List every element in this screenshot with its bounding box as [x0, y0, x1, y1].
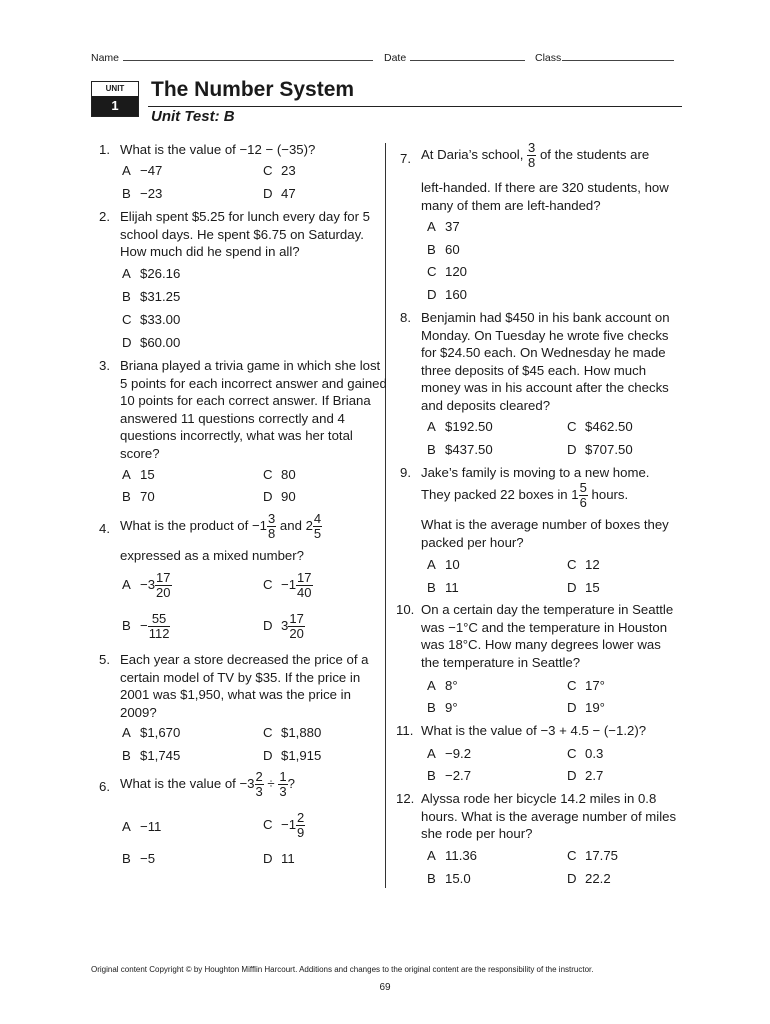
question-6: 6. What is the value of −3 $\frac{2}{3}$ ÷ $\frac{1}{3}$ ?	[99, 769, 295, 799]
question-4-text-continued: expressed as a mixed number?	[120, 548, 304, 563]
page-number: 69	[379, 982, 391, 993]
option-9a: A 10	[427, 557, 460, 572]
option-3b: B 70	[122, 489, 155, 504]
copyright-footer: Original content Copyright © by Houghton Mifflin Harcourt. Additions and changes to the original content are the responsibility of the instructor.	[91, 965, 594, 974]
option-6d: D 11	[263, 851, 295, 866]
question-number: 1.	[99, 142, 110, 157]
option-5d: D $1,915	[263, 748, 322, 763]
option-2b: B $31.25	[122, 289, 181, 304]
fraction: $\frac{3}{8}$	[268, 511, 276, 541]
option-9b: B 11	[427, 580, 459, 595]
name-line	[123, 50, 373, 61]
question-4: 4. What is the product of −1 $\frac{3}{8}$ and 2 $\frac{4}{5}$	[99, 511, 322, 541]
question-text: What is the value of −12 − (−35)?	[120, 142, 316, 157]
option-12c: C 17.75	[567, 848, 619, 863]
option-4d: D 3 $\frac{17}{20}$	[263, 611, 304, 641]
option-7c: C 120	[427, 264, 468, 279]
option-3a: A 15	[122, 467, 155, 482]
option-12b: B 15.0	[427, 871, 471, 886]
unit-badge	[91, 81, 139, 117]
option-5a: A $1,670	[122, 725, 181, 740]
option-10c: C 17°	[567, 678, 605, 693]
question-8: 8. Benjamin had $450 in his bank account on Monday. On Tuesday he wrote five checks for $24.50 each. On Wednesday he made three deposits of $45 each. How much money was in his account after the checks and deposits cleared?	[400, 310, 670, 413]
option-7a: A 37	[427, 219, 460, 234]
option-10d: D 19°	[567, 700, 605, 715]
option-12d: D 22.2	[567, 871, 611, 886]
question-1	[99, 141, 390, 159]
option-10a: A 8°	[427, 678, 458, 693]
question-7-text-continued: left-handed. If there are 320 students, how many of them are left-handed?	[421, 180, 669, 213]
unit-number: 1	[92, 96, 138, 116]
option-11d: D 2.7	[567, 768, 604, 783]
question-12: 12. Alyssa rode her bicycle 14.2 miles in 0.8 hours. What is the average number of miles she rode per hour?	[396, 791, 677, 842]
name-label: Name	[91, 52, 120, 64]
question-9: 9. Jake’s family is moving to a new home.	[400, 465, 650, 480]
option-10b: B 9°	[427, 700, 458, 715]
option-2c: C $33.00	[122, 312, 181, 327]
fraction: $\frac{4}{5}$	[313, 511, 322, 541]
option-6c: C −1 $\frac{2}{9}$	[263, 810, 305, 840]
option-8d: D $707.50	[567, 442, 633, 457]
option-3d: D 90	[263, 489, 296, 504]
option-1c: C 23	[263, 163, 296, 178]
question-10: 10. On a certain day the temperature in Seattle was −1°C and the temperature in Houston was 18°C. How many degrees lower was the temperature in Seattle?	[396, 602, 674, 670]
option-8b: B $437.50	[427, 442, 493, 457]
question-9-line-2: They packed 22 boxes in 1 $\frac{5}{6}$ hours.	[421, 480, 629, 510]
option-4c: C −1 $\frac{17}{40}$	[263, 570, 312, 600]
option-7d: D 160	[427, 287, 468, 302]
option-7b: B 60	[427, 242, 460, 257]
question-7: 7. At Daria’s school, $\frac{3}{8}$ of the students are	[400, 140, 650, 170]
page-subtitle: Unit Test: B	[151, 108, 235, 125]
option-12a: A 11.36	[427, 848, 478, 863]
option-9d: D 15	[567, 580, 600, 595]
page-title: The Number System	[151, 78, 355, 101]
option-1d: D 47	[263, 186, 296, 201]
class-field	[535, 50, 674, 64]
title-rule	[148, 106, 682, 107]
date-label: Date	[384, 52, 407, 64]
option-11a: A −9.2	[427, 746, 472, 761]
question-9-line-3: What is the average number of boxes they packed per hour?	[421, 517, 669, 550]
question-5: 5. Each year a store decreased the price of a certain model of TV by $35. If the price in 2001 was $1,950, what was the price in 2009?	[99, 652, 369, 720]
class-label: Class	[535, 52, 562, 64]
question-3: 3. Briana played a trivia game in which she lost 5 points for each incorrect answer and gained 10 points for each correct answer. If Briana answered 11 questions correctly and 4 questions incorrectly, what was her total score?	[99, 358, 387, 461]
option-9c: C 12	[567, 557, 600, 572]
option-2a: A $26.16	[122, 266, 181, 281]
option-11c: C 0.3	[567, 746, 604, 761]
option-3c: C 80	[263, 467, 296, 482]
option-6b: B −5	[122, 851, 156, 866]
option-4a: A −3 $\frac{17}{20}$	[122, 570, 171, 600]
option-5c: C $1,880	[263, 725, 322, 740]
option-4b: B − $\frac{55}{112}$	[122, 611, 170, 641]
option-11b: B −2.7	[427, 768, 472, 783]
name-field	[91, 50, 373, 64]
question-11: 11. What is the value of −3 + 4.5 − (−1.2)?	[396, 723, 647, 738]
option-8c: C $462.50	[567, 419, 633, 434]
date-field	[384, 50, 525, 64]
option-2d: D $60.00	[122, 335, 181, 350]
question-2: 2. Elijah spent $5.25 for lunch every day for 5 school days. He spent $6.75 on Saturday. How much did he spend in all?	[99, 209, 370, 260]
unit-label: UNIT	[105, 84, 125, 93]
class-line	[562, 50, 674, 61]
option-1a: A −47	[122, 163, 163, 178]
option-1b: B −23	[122, 186, 163, 201]
option-6a: A −11	[122, 819, 162, 834]
option-5b: B $1,745	[122, 748, 181, 763]
date-line	[410, 50, 525, 61]
option-8a: A $192.50	[427, 419, 493, 434]
